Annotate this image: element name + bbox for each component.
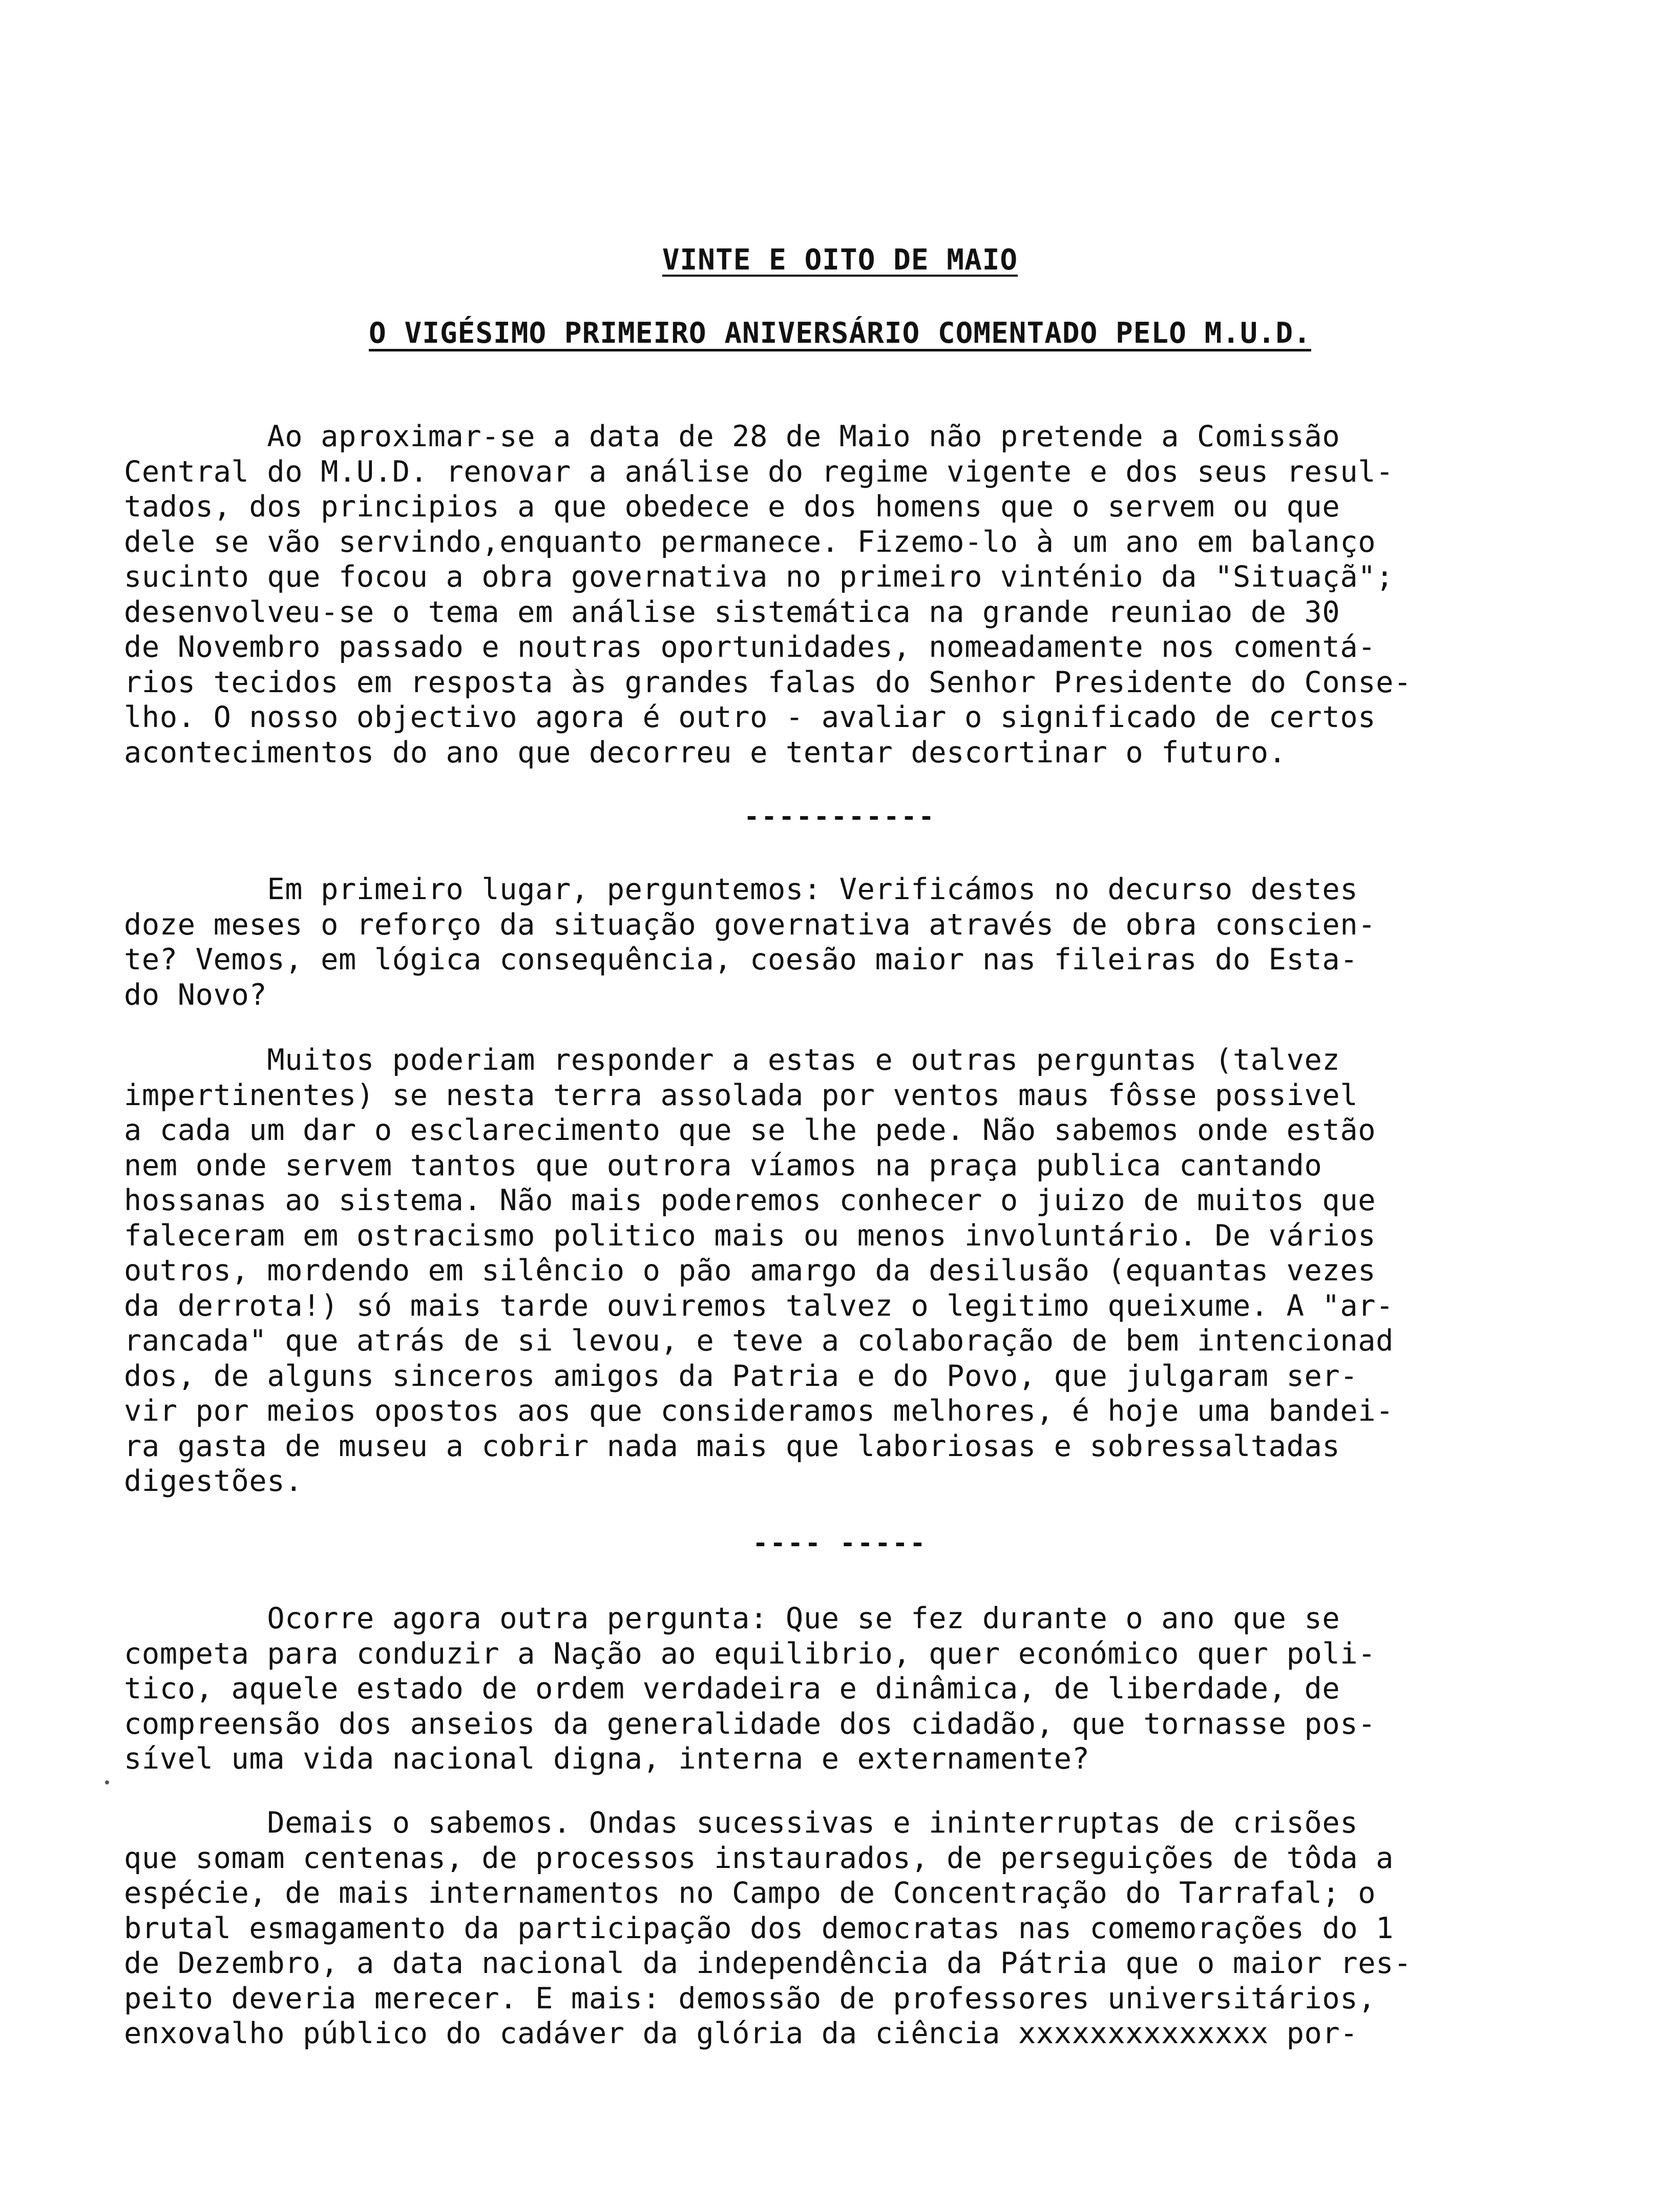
margin-dot-mark [105, 1780, 109, 1784]
paragraph-2: Em primeiro lugar, perguntemos: Verificámos no decurso destes doze meses o reforço da situação governativa através de obra conscien- te? Vemos, em lógica consequência, coesão maior nas fileiras do Esta- do Novo? [124, 873, 1376, 1012]
document-title-text: VINTE E OITO DE MAIO [662, 243, 1018, 277]
section-divider-2: ---- ----- [752, 1528, 928, 1558]
document-subtitle [0, 317, 1680, 350]
section-divider-1: ----------- [744, 802, 936, 832]
paragraph-5: Demais o sabemos. Ondas sucessivas e ininterruptas de crisões que somam centenas, de processos instaurados, de perseguições de tôda a espécie, de mais internamentos no Campo de Concentração do Tarrafal; o brutal esmagamento da participação dos democratas nas comemorações do 1 de Dezembro, a data nacional da independência da Pátria que o maior res- peito deveria merecer. E mais: demossão de professores universitários, enxovalho público do cadáver da glória da ciência xxxxxxxxxxxxxx por- [124, 1806, 1412, 2050]
document-subtitle-text: O VIGÉSIMO PRIMEIRO ANIVERSÁRIO COMENTADO PELO M.U.D. [369, 317, 1311, 350]
paragraph-4: Ocorre agora outra pergunta: Que se fez durante o ano que se competa para conduzir a Nação ao equilibrio, quer económico quer poli- tico, aquele estado de ordem verdadeira e dinâmica, de liberdade, de compreensão dos anseios da generalidade dos cidadão, que tornasse pos- sível uma vida nacional digna, interna e externamente? [124, 1602, 1376, 1776]
document-title [0, 243, 1680, 277]
paragraph-1: Ao aproximar-se a data de 28 de Maio não pretende a Comissão Central do M.U.D. renovar a análise do regime vigente e dos seus resul- tados, dos principios a que obedece e dos homens que o servem ou que dele se vão servindo,enquanto permanece. Fizemo-lo à um ano em balanço sucinto que focou a obra governativa no primeiro vinténio da "Situaçã"; desenvolveu-se o tema em análise sistemática na grande reuniao de 30 de Novembro passado e noutras oportunidades, nomeadamente nos comentá- rios tecidos em resposta às grandes falas do Senhor Presidente do Conse- lho. O nosso objectivo agora é outro - avaliar o significado de certos acontecimentos do ano que decorreu e tentar descortinar o futuro. [124, 420, 1412, 770]
paragraph-3: Muitos poderiam responder a estas e outras perguntas (talvez impertinentes) se nesta terra assolada por ventos maus fôsse possivel a cada um dar o esclarecimento que se lhe pede. Não sabemos onde estão nem onde servem tantos que outrora víamos na praça publica cantando hossanas ao sistema. Não mais poderemos conhecer o juizo de muitos que faleceram em ostracismo politico mais ou menos involuntário. De vários outros, mordendo em silêncio o pão amargo da desilusão (equantas vezes da derrota!) só mais tarde ouviremos talvez o legitimo queixume. A "ar- rancada" que atrás de si levou, e teve a colaboração de bem intencionad dos, de alguns sinceros amigos da Patria e do Povo, que julgaram ser- vir por meios opostos aos que consideramos melhores, é hoje uma bandei- ra gasta de museu a cobrir nada mais que laboriosas e sobressaltadas digestões. [124, 1043, 1394, 1498]
